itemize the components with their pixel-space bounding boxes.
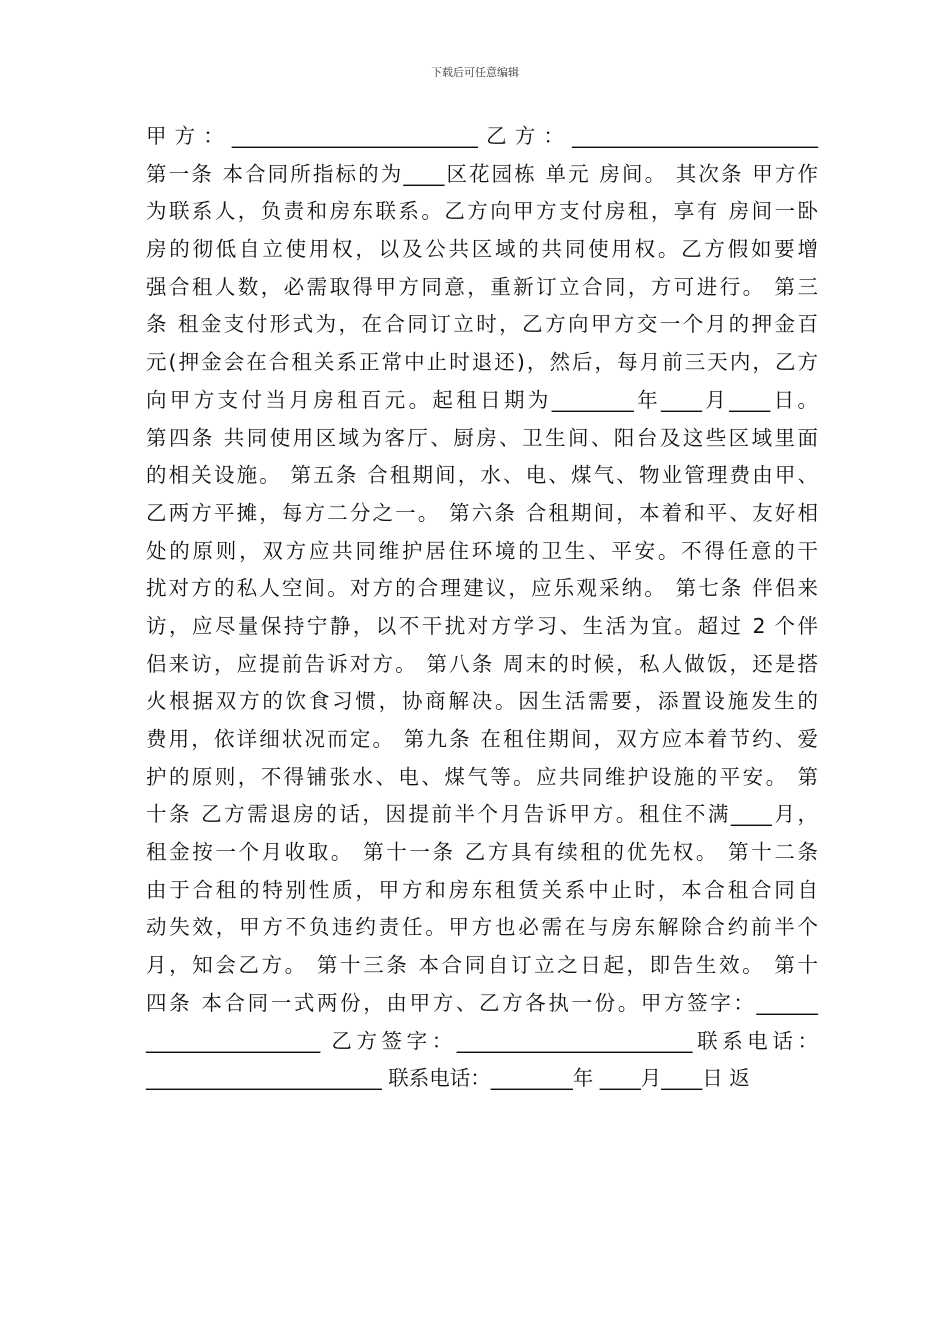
contract-line: 十条 乙方需退房的话，因提前半个月告诉甲方。租住不满____月， xyxy=(146,802,818,827)
contract-line: 访，应尽量保持宁静，以不干扰对方学习、生活为宜。超过 2 个伴 xyxy=(146,613,818,638)
contract-line: 动失效，甲方不负违约责任。甲方也必需在与房东解除合约前半个 xyxy=(146,915,818,940)
contract-line: 元(押金会在合租关系正常中止时退还)，然后，每月前三天内，乙方 xyxy=(146,350,818,375)
page-header-note: 下载后可任意编辑 xyxy=(431,66,519,79)
contract-body xyxy=(146,118,818,1098)
contract-line: 租金按一个月收取。 第十一条 乙方具有续租的优先权。 第十二条 xyxy=(146,840,818,865)
contract-line: 扰对方的私人空间。对方的合理建议，应乐观采纳。 第七条 伴侣来 xyxy=(146,576,818,601)
contract-line: 房的彻低自立使用权，以及公共区域的共同使用权。乙方假如要增 xyxy=(146,237,818,262)
contract-line: 费用，依详细状况而定。 第九条 在租住期间，双方应本着节约、爱 xyxy=(146,727,818,751)
contract-line: 由于合租的特别性质，甲方和房东租赁关系中止时，本合租合同自 xyxy=(146,877,818,902)
contract-line: 甲方：________________________乙方：________________________ xyxy=(146,124,818,148)
contract-line: 火根据双方的饮食习惯，协商解决。因生活需要，添置设施发生的 xyxy=(146,689,818,714)
contract-line: _________________ 乙方签字：_______________________联系电话： xyxy=(146,1028,818,1053)
contract-line: 四条 本合同一式两份，由甲方、乙方各执一份。甲方签字：______ xyxy=(146,990,818,1015)
contract-line: 强合租人数，必需取得甲方同意，重新订立合同，方可进行。 第三 xyxy=(146,274,818,299)
contract-line: 乙两方平摊，每方二分之一。 第六条 合租期间，本着和平、友好相 xyxy=(146,500,818,525)
contract-line: 第四条 共同使用区域为客厅、厨房、卫生间、阳台及这些区域里面 xyxy=(146,425,818,450)
contract-line: 处的原则，双方应共同维护居住环境的卫生、平安。不得任意的干 xyxy=(146,538,818,563)
contract-line: _______________________ 联系电话：________年 ____月____日 返 xyxy=(146,1066,750,1091)
contract-line: 护的原则，不得铺张水、电、煤气等。应共同维护设施的平安。 第 xyxy=(146,764,818,789)
contract-line: 第一条 本合同所指标的为____区花园栋 单元 房间。 其次条 甲方作 xyxy=(146,161,818,186)
contract-line: 向甲方支付当月房租百元。起租日期为________年____月____日。 xyxy=(146,387,818,412)
contract-line: 为联系人，负责和房东联系。乙方向甲方支付房租，享有 房间一卧 xyxy=(146,199,818,224)
contract-line: 的相关设施。 第五条 合租期间，水、电、煤气、物业管理费由甲、 xyxy=(146,463,818,488)
contract-line: 侣来访，应提前告诉对方。 第八条 周末的时候，私人做饭，还是搭 xyxy=(146,651,818,676)
contract-line: 条 租金支付形式为，在合同订立时，乙方向甲方交一个月的押金百 xyxy=(146,312,818,337)
contract-line: 月，知会乙方。 第十三条 本合同自订立之日起，即告生效。 第十 xyxy=(146,953,818,978)
